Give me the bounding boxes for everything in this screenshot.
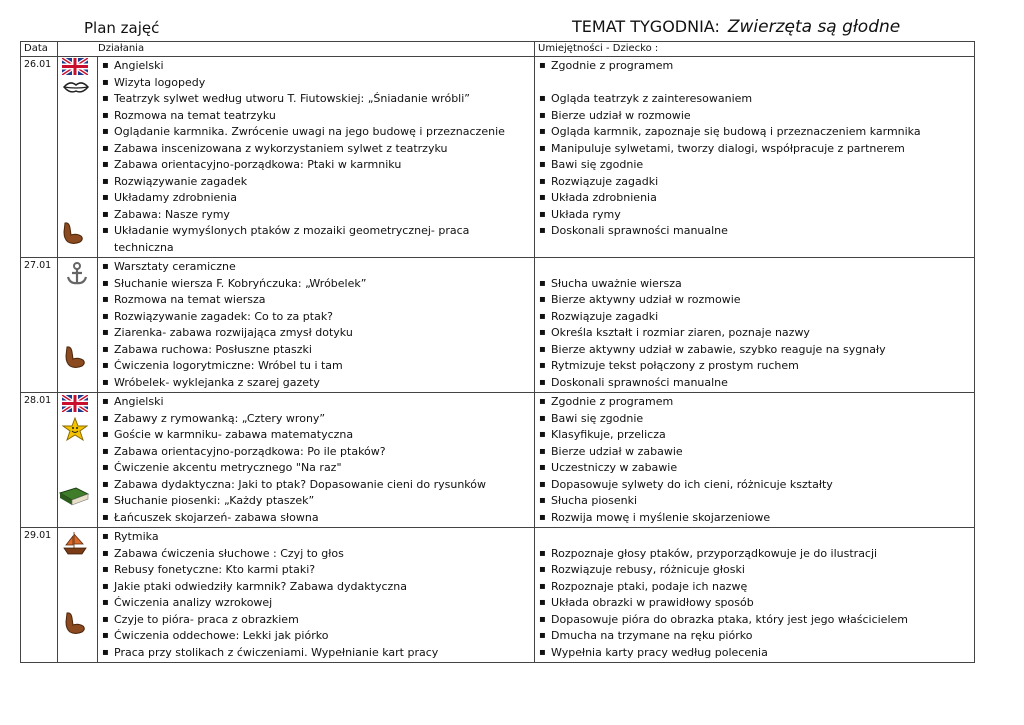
day-skills	[535, 528, 975, 663]
day-icons	[58, 393, 98, 528]
plan-table	[20, 41, 975, 663]
activity-item: ▪ Ćwiczenia oddechowe: Lekki jak piórko	[98, 628, 534, 645]
day-activities	[98, 258, 535, 393]
skill-item: ▪ Bierze aktywny udział w zabawie, szybko reaguje na sygnały	[535, 342, 974, 359]
skill-item: ▪ Rozwiązuje zagadki	[535, 309, 974, 326]
skill-item: ▪ Rozwiązuje zagadki	[535, 174, 974, 191]
activity-item: ▪ Ćwiczenia logorytmiczne: Wróbel tu i tam	[98, 358, 534, 375]
activity-item: ▪ Wizyta logopedy	[98, 75, 534, 92]
activity-item: ▪ Rytmika	[98, 529, 534, 546]
column-header-date: Data	[21, 42, 58, 57]
activity-item: ▪ Zabawa dydaktyczna: Jaki to ptak? Dopasowanie cieni do rysunków	[98, 477, 534, 494]
table-row	[21, 393, 975, 528]
hand-icon	[62, 344, 88, 374]
skill-item	[535, 75, 974, 92]
table-row	[21, 528, 975, 663]
skill-item: ▪ Układa rymy	[535, 207, 974, 224]
activity-item: ▪ Oglądanie karmnika. Zwrócenie uwagi na jego budowę i przeznaczenie	[98, 124, 534, 141]
book-icon	[58, 485, 90, 511]
skill-item: ▪ Rozpoznaje ptaki, podaje ich nazwę	[535, 579, 974, 596]
day-icons	[58, 258, 98, 393]
skill-item: ▪ Rytmizuje tekst połączony z prostym ruchem	[535, 358, 974, 375]
activity-item: ▪ Ziarenka- zabawa rozwijająca zmysł dotyku	[98, 325, 534, 342]
skill-item: ▪ Klasyfikuje, przelicza	[535, 427, 974, 444]
activity-item: ▪ Układanie wymyślonych ptaków z mozaiki geometrycznej- praca techniczna	[98, 223, 534, 256]
table-row	[21, 258, 975, 393]
skill-item: ▪ Bierze aktywny udział w rozmowie	[535, 292, 974, 309]
skill-item: ▪ Słucha piosenki	[535, 493, 974, 510]
uk-flag-icon	[62, 58, 88, 79]
skill-item: ▪ Zgodnie z programem	[535, 394, 974, 411]
uk-flag-icon	[62, 395, 88, 416]
day-activities	[98, 57, 535, 258]
day-date: 28.01	[21, 393, 58, 528]
skill-item	[535, 259, 974, 276]
skill-item: ▪ Rozwija mowę i myślenie skojarzeniowe	[535, 510, 974, 527]
column-header-activities	[58, 42, 535, 57]
skill-item: ▪ Dopasowuje sylwety do ich cieni, różnicuje kształty	[535, 477, 974, 494]
skill-item: ▪ Bierze udział w zabawie	[535, 444, 974, 461]
day-activities	[98, 393, 535, 528]
skill-item: ▪ Wypełnia karty pracy według polecenia	[535, 645, 974, 662]
day-date: 27.01	[21, 258, 58, 393]
skill-item	[535, 529, 974, 546]
activity-item: ▪ Rozwiązywanie zagadek: Co to za ptak?	[98, 309, 534, 326]
activity-item: ▪ Angielski	[98, 394, 534, 411]
skill-item: ▪ Uczestniczy w zabawie	[535, 460, 974, 477]
activity-item: ▪ Zabawy z rymowanką: „Cztery wrony”	[98, 411, 534, 428]
activity-item: ▪ Goście w karmniku- zabawa matematyczna	[98, 427, 534, 444]
hand-icon	[60, 220, 86, 250]
column-header-skills: Umiejętności - Dziecko :	[535, 42, 975, 57]
day-icons	[58, 528, 98, 663]
activity-item: ▪ Zabawa inscenizowana z wykorzystaniem sylwet z teatrzyku	[98, 141, 534, 158]
skill-item: ▪ Doskonali sprawności manualne	[535, 223, 974, 240]
skill-item: ▪ Rozwiązuje rebusy, różnicuje głoski	[535, 562, 974, 579]
activity-item: ▪ Rozmowa na temat wiersza	[98, 292, 534, 309]
topic-value: Zwierzęta są głodne	[727, 17, 901, 37]
skill-item: ▪ Ogląda karmnik, zapoznaje się budową i przeznaczeniem karmnika	[535, 124, 974, 141]
activity-item: ▪ Angielski	[98, 58, 534, 75]
anchor-icon	[64, 261, 90, 291]
plan-title: Plan zajęć	[84, 19, 160, 37]
activity-item: ▪ Zabawa orientacyjno-porządkowa: Ptaki w karmniku	[98, 157, 534, 174]
activity-item: ▪ Teatrzyk sylwet według utworu T. Fiutowskiej: „Śniadanie wróbli”	[98, 91, 534, 108]
activity-item: ▪ Słuchanie piosenki: „Każdy ptaszek”	[98, 493, 534, 510]
skill-item: ▪ Manipuluje sylwetami, tworzy dialogi, współpracuje z partnerem	[535, 141, 974, 158]
activity-item: ▪ Rozmowa na temat teatrzyku	[98, 108, 534, 125]
day-activities	[98, 528, 535, 663]
day-skills	[535, 393, 975, 528]
activity-item: ▪ Praca przy stolikach z ćwiczeniami. Wypełnianie kart pracy	[98, 645, 534, 662]
hand-icon	[62, 610, 88, 640]
ship-icon	[62, 530, 88, 560]
skill-item: ▪ Zgodnie z programem	[535, 58, 974, 75]
skill-item: ▪ Układa obrazki w prawidłowy sposób	[535, 595, 974, 612]
activity-item: ▪ Wróbelek- wyklejanka z szarej gazety	[98, 375, 534, 392]
activity-item: ▪ Zabawa ruchowa: Posłuszne ptaszki	[98, 342, 534, 359]
lips-icon	[62, 79, 90, 99]
day-skills	[535, 258, 975, 393]
activity-item: ▪ Rebusy fonetyczne: Kto karmi ptaki?	[98, 562, 534, 579]
topic-of-week	[572, 17, 900, 37]
activity-item: ▪ Zabawa: Nasze rymy	[98, 207, 534, 224]
day-skills	[535, 57, 975, 258]
skill-item: ▪ Bawi się zgodnie	[535, 411, 974, 428]
activity-item: ▪ Warsztaty ceramiczne	[98, 259, 534, 276]
column-header-activities-label: Działania	[98, 43, 145, 54]
skill-item: ▪ Bierze udział w rozmowie	[535, 108, 974, 125]
activity-item: ▪ Jakie ptaki odwiedziły karmnik? Zabawa dydaktyczna	[98, 579, 534, 596]
skill-item: ▪ Rozpoznaje głosy ptaków, przyporządkowuje je do ilustracji	[535, 546, 974, 563]
activity-item: ▪ Układamy zdrobnienia	[98, 190, 534, 207]
table-row	[21, 57, 975, 258]
activity-item: ▪ Ćwiczenie akcentu metrycznego "Na raz"	[98, 460, 534, 477]
table-header-row	[21, 42, 975, 57]
topic-label: TEMAT TYGODNIA:	[572, 17, 720, 36]
activity-item: ▪ Rozwiązywanie zagadek	[98, 174, 534, 191]
day-date: 29.01	[21, 528, 58, 663]
skill-item: ▪ Dmucha na trzymane na ręku piórko	[535, 628, 974, 645]
skill-item: ▪ Układa zdrobnienia	[535, 190, 974, 207]
activity-item: ▪ Zabawa orientacyjno-porządkowa: Po ile ptaków?	[98, 444, 534, 461]
day-date: 26.01	[21, 57, 58, 258]
skill-item: ▪ Określa kształt i rozmiar ziaren, poznaje nazwy	[535, 325, 974, 342]
activity-item: ▪ Zabawa ćwiczenia słuchowe : Czyj to głos	[98, 546, 534, 563]
skill-item: ▪ Bawi się zgodnie	[535, 157, 974, 174]
activity-item: ▪ Łańcuszek skojarzeń- zabawa słowna	[98, 510, 534, 527]
skill-item: ▪ Słucha uważnie wiersza	[535, 276, 974, 293]
day-icons	[58, 57, 98, 258]
activity-item: ▪ Czyje to pióra- praca z obrazkiem	[98, 612, 534, 629]
star-face-icon	[62, 417, 88, 447]
skill-item: ▪ Dopasowuje pióra do obrazka ptaka, który jest jego właścicielem	[535, 612, 974, 629]
activity-item: ▪ Ćwiczenia analizy wzrokowej	[98, 595, 534, 612]
activity-item: ▪ Słuchanie wiersza F. Kobryńczuka: „Wróbelek”	[98, 276, 534, 293]
skill-item: ▪ Ogląda teatrzyk z zainteresowaniem	[535, 91, 974, 108]
skill-item: ▪ Doskonali sprawności manualne	[535, 375, 974, 392]
